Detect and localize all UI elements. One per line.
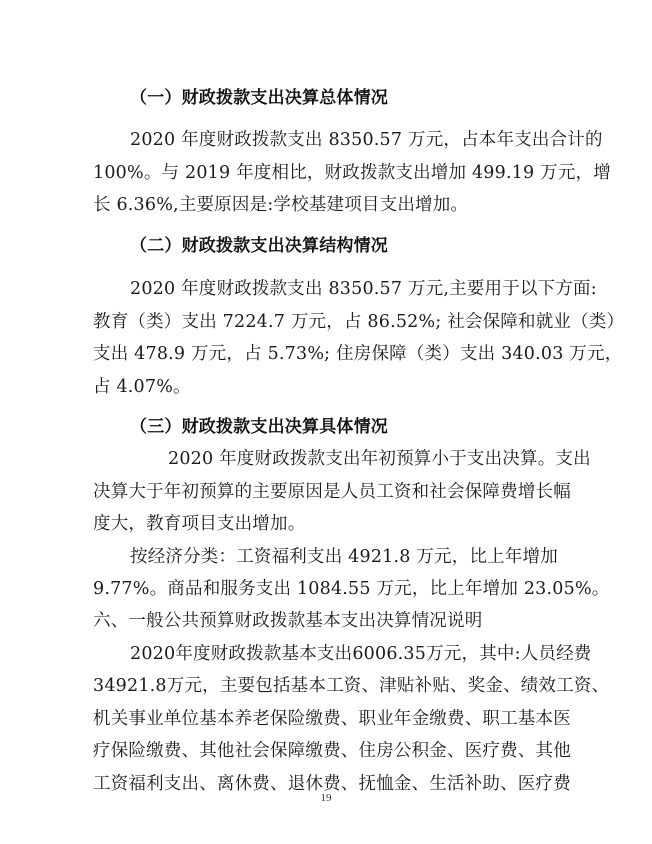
para-details-line-1: 2020 年度财政拨款支出年初预算小于支出决算。支出 bbox=[168, 449, 591, 469]
para-structure-line-2: 教育（类）支出 7224.7 万元，占 86.52%; 社会保障和就业（类） bbox=[93, 312, 625, 332]
para-basic-line-3: 机关事业单位基本养老保险缴费、职业年金缴费、职工基本医 bbox=[93, 709, 571, 729]
para-structure-line-1: 2020 年度财政拨款支出 8350.57 万元,主要用于以下方面: bbox=[130, 279, 597, 299]
para-basic-line-4: 疗保险缴费、其他社会保障缴费、住房公积金、医疗费、其他 bbox=[93, 741, 571, 761]
para-structure-line-3: 支出 478.9 万元，占 5.73%; 住房保障（类）支出 340.03 万元， bbox=[93, 344, 623, 364]
para-overall-line-3: 长 6.36%,主要原因是:学校基建项目支出增加。 bbox=[93, 195, 469, 215]
heading-overall: （一）财政拨款支出决算总体情况 bbox=[130, 88, 388, 108]
page-number: 19 bbox=[320, 792, 332, 804]
para-economic-line-2: 9.77%。商品和服务支出 1084.55 万元，比上年增加 23.05%。 bbox=[93, 579, 610, 599]
para-overall-line-1: 2020 年度财政拨款支出 8350.57 万元，占本年支出合计的 bbox=[130, 130, 603, 150]
para-basic-line-1: 2020年度财政拨款基本支出6006.35万元，其中:人员经费 bbox=[130, 644, 592, 664]
heading-structure: （二）财政拨款支出决算结构情况 bbox=[130, 236, 388, 256]
heading-basic-expenditure: 六、一般公共预算财政拨款基本支出决算情况说明 bbox=[93, 611, 483, 631]
para-overall-line-2: 100%。与 2019 年度相比，财政拨款支出增加 499.19 万元，增 bbox=[93, 163, 611, 183]
para-structure-line-4: 占 4.07%。 bbox=[93, 377, 191, 397]
para-basic-line-2: 34921.8万元，主要包括基本工资、津贴补贴、奖金、绩效工资、 bbox=[93, 676, 610, 696]
para-economic-line-1: 按经济分类：工资福利支出 4921.8 万元，比上年增加 bbox=[130, 547, 558, 567]
para-basic-line-5: 工资福利支出、离休费、退休费、抚恤金、生活补助、医疗费 bbox=[93, 774, 571, 794]
heading-details: （三）财政拨款支出决算具体情况 bbox=[130, 417, 388, 437]
para-details-line-3: 度大，教育项目支出增加。 bbox=[93, 514, 306, 534]
para-details-line-2: 决算大于年初预算的主要原因是人员工资和社会保障费增长幅 bbox=[93, 482, 571, 502]
